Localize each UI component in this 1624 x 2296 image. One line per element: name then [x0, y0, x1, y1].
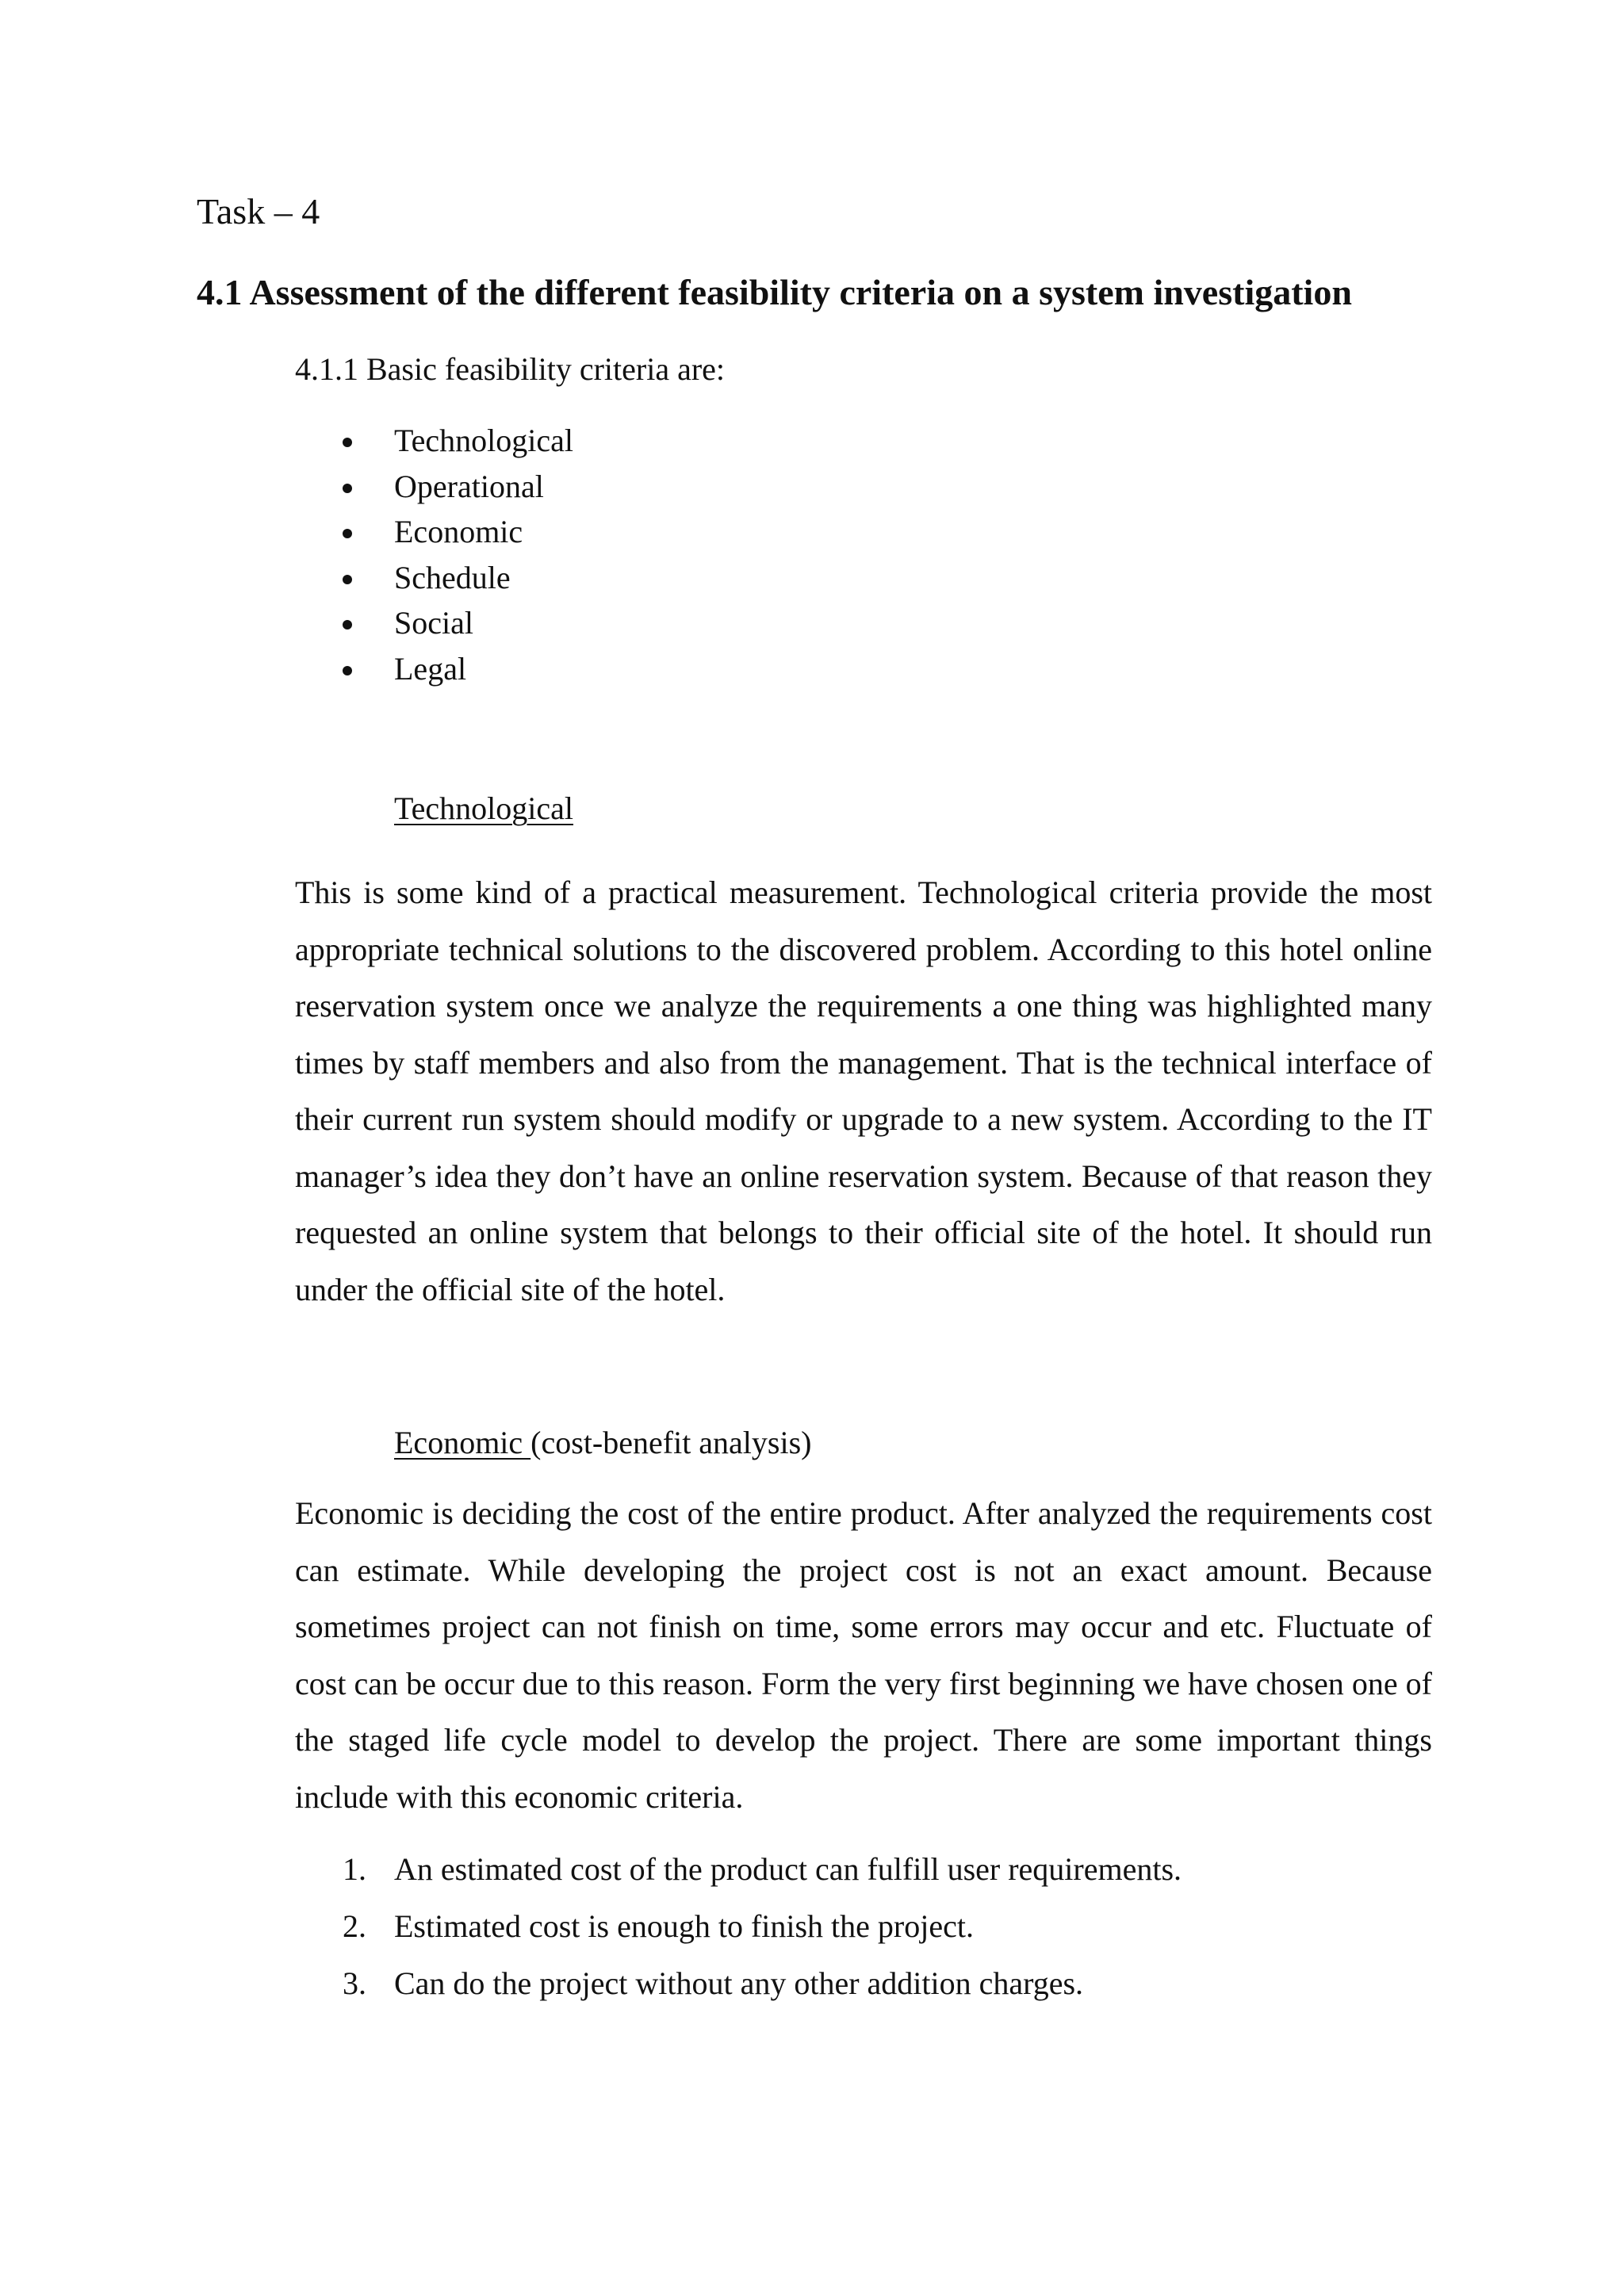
subsection-intro: 4.1.1 Basic feasibility criteria are: — [295, 351, 726, 387]
economic-heading-underlined: Economic — [394, 1425, 531, 1460]
list-item-text: Can do the project without any other addition charges. — [394, 1965, 1084, 2001]
list-item-text: Social — [394, 605, 473, 641]
list-item — [0, 425, 1624, 471]
list-item — [0, 607, 1624, 653]
bullet-icon — [343, 438, 352, 447]
list-item-number: 3. — [343, 1965, 366, 2001]
section-heading: 4.1 Assessment of the different feasibility criteria on a system investigation — [197, 272, 1352, 312]
economic-items-list — [0, 1851, 1624, 2025]
list-item-text: Estimated cost is enough to finish the project. — [394, 1908, 974, 1944]
list-item-text: Technological — [394, 423, 573, 458]
list-item — [0, 1965, 1624, 2025]
economic-heading — [394, 1427, 812, 1459]
technological-heading — [394, 790, 573, 826]
economic-heading-rest: (cost-benefit analysis) — [530, 1425, 812, 1460]
list-item — [0, 650, 1624, 699]
economic-paragraph: Economic is deciding the cost of the entire product. After analyzed the requirements cost can estimate. While developing the project cost is not an exact amount. Because sometimes project can not finish on time, some errors may occur and etc. Fluctuate of cost can be occur due to this reason. Form the very first beginning we have chosen one of the staged life cycle model to develop the project. There are some important things include with this economic criteria. — [295, 1495, 1432, 1815]
bullet-icon — [343, 620, 352, 629]
list-item — [0, 1851, 1624, 1911]
bullet-icon — [343, 529, 352, 538]
list-item — [0, 468, 1624, 517]
bullet-icon — [343, 484, 352, 493]
criteria-list — [0, 425, 1624, 699]
list-item-text: Operational — [394, 468, 544, 504]
list-item — [0, 559, 1624, 608]
list-item-text: Legal — [394, 650, 467, 687]
list-item-text: Schedule — [394, 559, 511, 595]
list-item-number: 2. — [343, 1908, 366, 1944]
bullet-icon — [343, 575, 352, 584]
technological-heading-text: Technological — [394, 790, 573, 826]
task-title: Task – 4 — [197, 191, 320, 232]
list-item-number: 1. — [343, 1851, 366, 1887]
bullet-icon — [343, 666, 352, 675]
list-item — [0, 516, 1624, 562]
list-item-text: An estimated cost of the product can fulfill user requirements. — [394, 1851, 1182, 1887]
technological-paragraph: This is some kind of a practical measurement. Technological criteria provide the most appropriate technical solutions to the discovered problem. According to this hotel online reservation system once we analyze the requirements a one thing was highlighted many times by staff members and also from the management. That is the technical interface of their current run system should modify or upgrade to a new system. According to the IT manager’s idea they don’t have an online reservation system. Because of that reason they requested an online system that belongs to their official site of the hotel. It should run under the official site of the hotel. — [295, 874, 1432, 1307]
list-item-text: Economic — [394, 514, 523, 550]
list-item — [0, 1908, 1624, 1968]
